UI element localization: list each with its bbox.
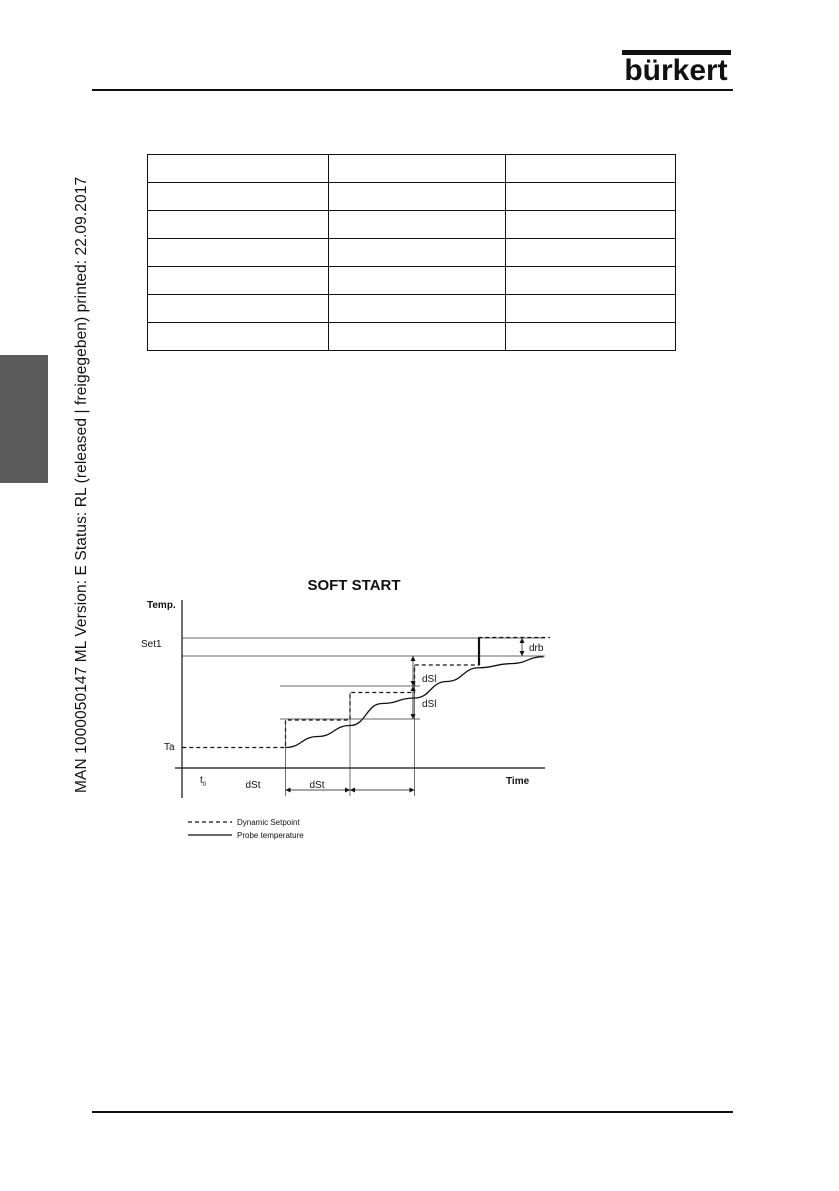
logo-wordmark: bürkert (624, 54, 728, 84)
table-cell (329, 239, 506, 267)
table-cell (506, 183, 676, 211)
table-cell (148, 155, 329, 183)
dst-arrow-left (350, 788, 355, 793)
chapter-tab (0, 355, 48, 483)
table-cell (506, 239, 676, 267)
table-cell (148, 323, 329, 351)
table-row (148, 295, 676, 323)
y-axis-label: Temp. (147, 600, 176, 611)
dst-label-1: dSt (245, 780, 261, 791)
table-cell (329, 295, 506, 323)
table-cell (329, 183, 506, 211)
dst-label-2: dSt (309, 780, 325, 791)
dst-arrow-left (286, 788, 291, 793)
table-cell (506, 267, 676, 295)
table-cell (148, 295, 329, 323)
dst-arrow-right (345, 788, 350, 793)
dsl-label-2: dSl (422, 699, 437, 710)
table-cell (148, 239, 329, 267)
chart-title: SOFT START (307, 577, 401, 594)
table-row (148, 183, 676, 211)
set1-label: Set1 (141, 639, 162, 650)
drb-label: drb (529, 643, 544, 654)
parameter-table (147, 154, 676, 351)
table-cell (329, 211, 506, 239)
table-row (148, 211, 676, 239)
table-row (148, 155, 676, 183)
table-cell (506, 155, 676, 183)
drb-arrow-bottom (520, 651, 525, 656)
t0-label: $t_0$ (200, 775, 207, 788)
legend-dynamic-setpoint: Dynamic Setpoint (237, 818, 300, 827)
footer-rule (92, 1111, 733, 1113)
table-cell (148, 183, 329, 211)
table-cell (329, 267, 506, 295)
table-row (148, 267, 676, 295)
table-cell (148, 211, 329, 239)
dsl-label-1: dSl (422, 674, 437, 685)
dst-arrow-right (410, 788, 415, 793)
table-cell (506, 295, 676, 323)
table-cell (506, 323, 676, 351)
dynamic-setpoint-line (182, 638, 550, 748)
header-rule (92, 89, 733, 91)
soft-start-chart (130, 572, 550, 847)
x-axis-label: Time (506, 776, 530, 787)
table-cell (329, 323, 506, 351)
table-cell (329, 155, 506, 183)
drb-arrow-top (520, 638, 525, 643)
legend-probe-temperature: Probe temperature (237, 831, 304, 840)
burkert-logo (620, 50, 733, 84)
table-row (148, 323, 676, 351)
table-row (148, 239, 676, 267)
document-status-label: MAN 1000050147 ML Version: E Status: RL (released | freigegeben) printed: 22.09.2017 (73, 176, 90, 793)
ta-label: Ta (164, 742, 175, 753)
table-cell (506, 211, 676, 239)
dsl-arrow-top (411, 656, 416, 661)
table-cell (148, 267, 329, 295)
